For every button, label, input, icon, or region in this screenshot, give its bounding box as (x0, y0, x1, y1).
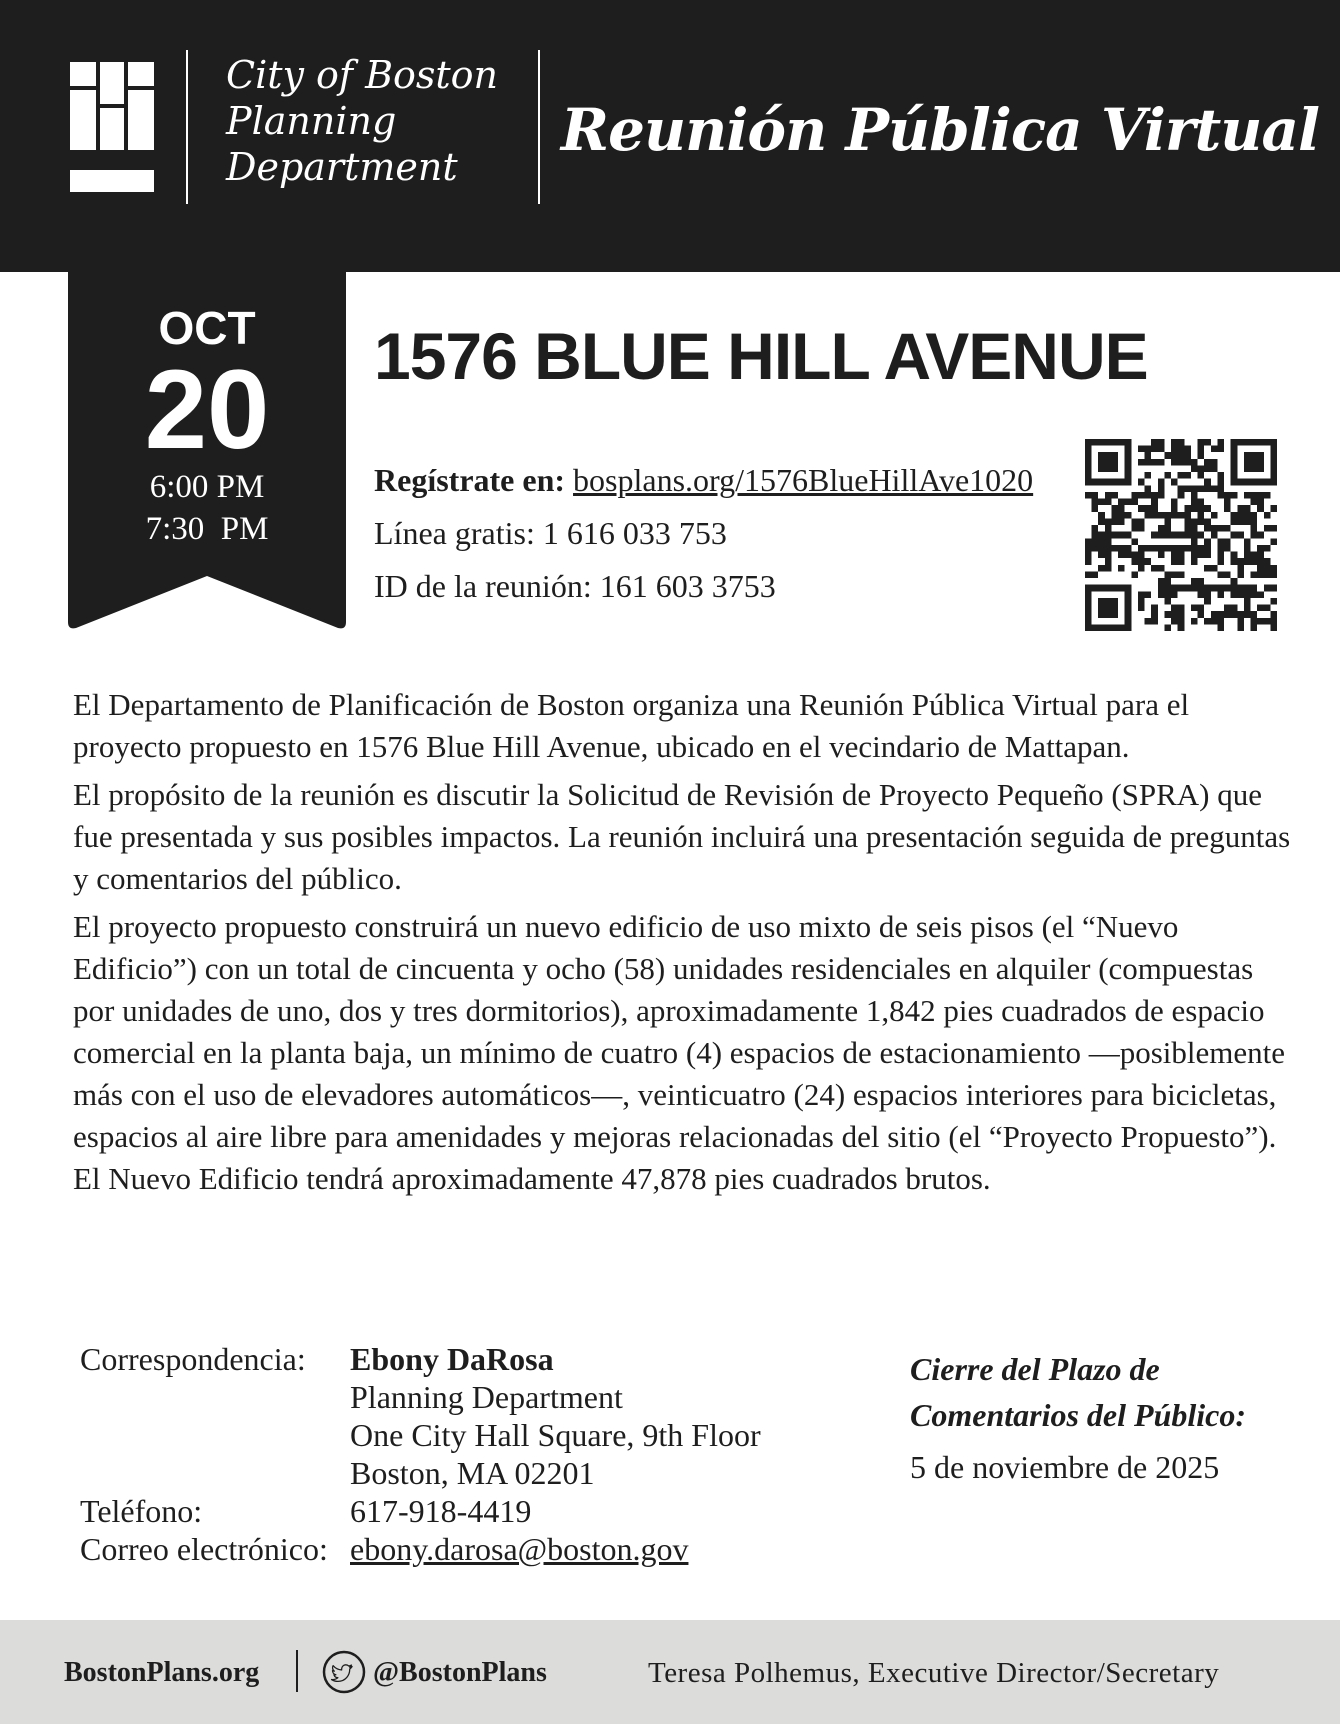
meeting-id-line: ID de la reunión: 161 603 3753 (374, 568, 776, 604)
contact-row (80, 1340, 761, 1492)
phone-value: 617-918-4419 (350, 1493, 532, 1529)
org-name (196, 52, 526, 190)
footer-site-link[interactable]: BostonPlans.org (64, 1657, 260, 1688)
org-name-line: Planning (226, 99, 397, 143)
date-month: OCT (158, 302, 256, 354)
comment-deadline (910, 1346, 1330, 1490)
end-time: 7:30 PM (145, 511, 269, 547)
start-time: 6:00 PM (149, 469, 265, 505)
email-label: Correo electrónico: (80, 1531, 328, 1567)
twitter-handle[interactable]: @BostonPlans (373, 1657, 547, 1688)
description (73, 684, 1293, 1206)
description-paragraph: El propósito de la reunión es discutir la Solicitud de Revisión de Proyecto Pequeño (SPRA) que fue presentada y sus posibles impactos. La reunión incluirá una presentación seguida de preguntas y comentarios del público. (73, 777, 1291, 896)
address-line: Planning Department (350, 1379, 623, 1415)
contact-row (80, 1492, 761, 1530)
email-link[interactable]: ebony.darosa@boston.gov (350, 1531, 689, 1567)
contact-name: Ebony DaRosa (350, 1341, 554, 1377)
description-paragraph: El Departamento de Planificación de Boston organiza una Reunión Pública Virtual para el proyecto propuesto en 1576 Blue Hill Avenue, ubicado en el vecindario de Mattapan. (73, 687, 1190, 764)
toll-free-line: Línea gratis: 1 616 033 753 (374, 515, 727, 551)
header-divider (186, 50, 188, 204)
header-banner (0, 0, 1340, 272)
register-label: Regístrate en: (374, 462, 566, 498)
deadline-heading: Comentarios del Público: (910, 1397, 1246, 1433)
qr-code-icon[interactable] (1085, 439, 1277, 631)
contact-row (80, 1530, 761, 1568)
footer (0, 1620, 1340, 1724)
description-paragraph: El proyecto propuesto construirá un nuevo edificio de uso mixto de seis pisos (el “Nuevo Edificio”) con un total de cincuenta y ocho (58) unidades residenciales en alquiler (compuestas por unidades de uno, dos y tres dormitorios), aproximadamente 1,842 pies cuadrados de espacio comercial en la planta baja, un mínimo de cuatro (4) espacios de estacionamiento —posiblemente más con el uso de elevadores automáticos—, veinticuatro (24) espacios interiores para bicicletas, espacios al aire libre para amenidades y mejoras relacionadas del sitio (el “Proyecto Propuesto”). El Nuevo Edificio tendrá aproximadamente 47,878 pies cuadrados brutos. (73, 909, 1286, 1196)
project-title: 1576 BLUE HILL AVENUE (374, 319, 1148, 393)
footer-divider (296, 1650, 298, 1692)
deadline-date: 5 de noviembre de 2025 (910, 1449, 1220, 1485)
city-of-boston-logo-icon (70, 62, 154, 192)
address-line: One City Hall Square, 9th Floor (350, 1417, 761, 1453)
address-line: Boston, MA 02201 (350, 1455, 595, 1491)
date-day: 20 (144, 347, 270, 472)
register-link[interactable]: bosplans.org/1576BlueHillAve1020 (573, 462, 1034, 498)
phone-label: Teléfono: (80, 1493, 203, 1529)
contact-details (350, 1340, 761, 1492)
org-name-line: Department (226, 145, 458, 189)
deadline-heading: Cierre del Plazo de (910, 1351, 1160, 1387)
twitter-icon[interactable] (322, 1650, 366, 1694)
meeting-details (374, 454, 1074, 613)
correspondence-label: Correspondencia: (80, 1341, 306, 1377)
contact-block (80, 1340, 761, 1568)
executive-director: Teresa Polhemus, Executive Director/Secretary (648, 1657, 1220, 1689)
org-name-line: City of Boston (226, 53, 498, 97)
date-block (68, 300, 346, 550)
register-line (374, 454, 1074, 507)
meeting-type-heading: Reunión Pública Virtual (560, 96, 1320, 164)
